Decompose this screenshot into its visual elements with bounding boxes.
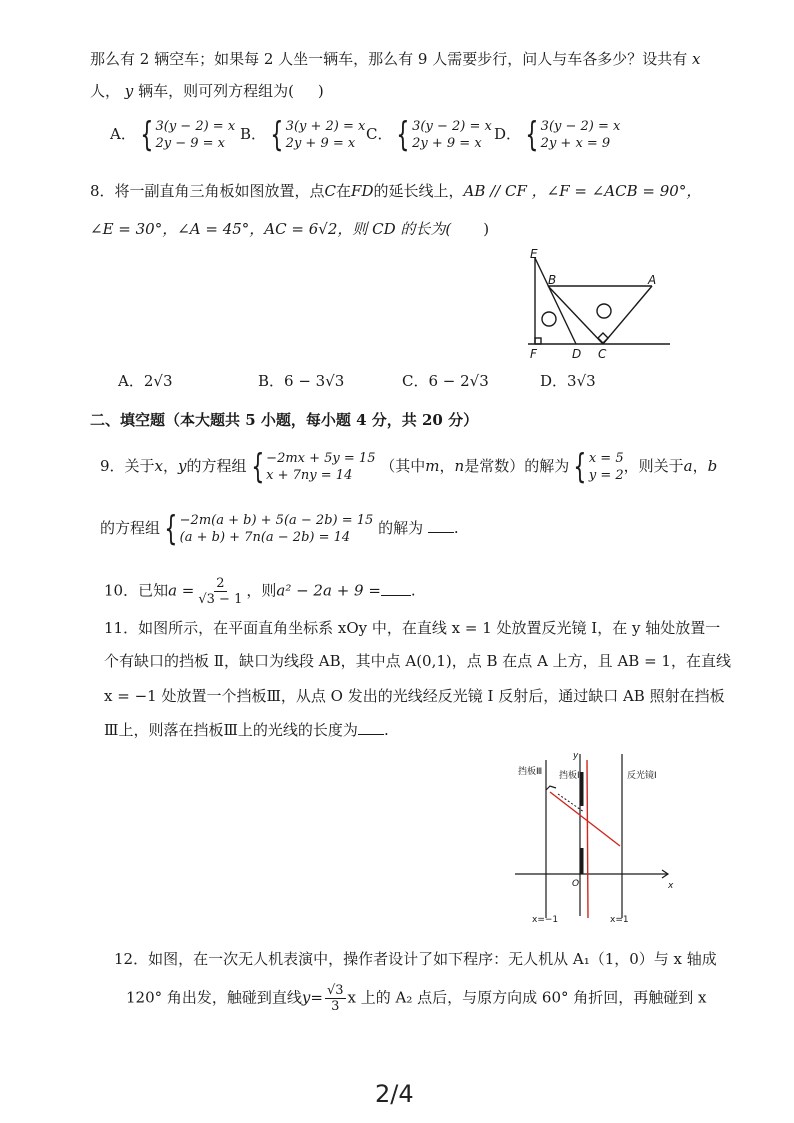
q7-line2: 人， y 辆车，则可列方程组为( ): [90, 82, 324, 100]
q11-label-x1: x=1: [610, 915, 629, 925]
q12-line2: 120° 角出发，触碰到直线y= $\frac{√3}{3}$ x 上的 A₂ 点后，与原方向成 60° 角折回，再触碰到 x: [126, 983, 707, 1014]
q11-line3: x = −1 处放置一个挡板Ⅲ，从点 O 发出的光线经反光镜 Ⅰ 反射后，通过缺口 AB 照射在挡板: [104, 687, 725, 705]
q11-line2: 个有缺口的挡板 Ⅱ，缺口为线段 AB，其中点 A(0,1)，点 B 在点 A 上方，且 AB = 1，在直线: [104, 652, 731, 670]
q12-line1: 12．如图，在一次无人机表演中，操作者设计了如下程序：无人机从 A₁（1，0）与 x 轴成: [114, 950, 717, 968]
page-number: 2/4: [375, 1080, 414, 1108]
q8-right-angle-c: [598, 333, 608, 343]
q8-label-a: A: [648, 273, 657, 287]
q8-right-angle-f: [535, 338, 541, 344]
q8-label-c: C: [598, 347, 607, 361]
q11-line1: 11．如图所示，在平面直角坐标系 xOy 中，在直线 x = 1 处放置反光镜 Ⅰ，在 y 轴处放置一: [104, 619, 721, 637]
q8-option-b: B．6 − 3√3: [258, 372, 345, 390]
q11-label-xm1: x=−1: [532, 915, 559, 925]
q11-line4: Ⅲ上，则落在挡板Ⅲ上的光线的长度为 .: [104, 721, 389, 739]
q8-line-bc: [548, 286, 603, 344]
section2-title: 二、填空题（本大题共 5 小题，每小题 4 分，共 20 分）: [90, 411, 479, 429]
q11-label-o: O: [572, 879, 580, 889]
q7-option-b: B． { 3(y + 2) = x 2y + 9 = x: [240, 115, 366, 155]
q11-red-ray: [550, 792, 620, 846]
q7-line1: 那么有 2 辆空车；如果每 2 人坐一辆车，那么有 9 人需要步行，问人与车各多少？设共有 x: [90, 50, 701, 68]
q8-line1: 8．将一副直角三角板如图放置，点C在FD的延长线上，AB // CF ，∠F = ∠ACB = 90°，: [90, 182, 702, 200]
q11-answer-blank[interactable]: [358, 720, 384, 735]
q8-label-e: E: [530, 247, 538, 261]
q7-option-c: C． { 3(y − 2) = x 2y + 9 = x: [366, 115, 492, 155]
q7-option-d: D． { 3(y − 2) = x 2y + x = 9: [494, 115, 621, 155]
q10-line: 10．已知a = $\frac{2}{√3 - 1}$ ，则a² − 2a + 9 = .: [104, 576, 416, 607]
q8-option-d: D．3√3: [540, 372, 596, 390]
q11-label-y: y: [573, 751, 579, 761]
q9-line2: 的方程组 { −2m(a + b) + 5(a − 2b) = 15 (a + b) + 7n(a − 2b) = 14 的解为 .: [100, 509, 459, 549]
q8-figure: [520, 246, 680, 361]
q8-label-b: B: [548, 273, 557, 287]
q8-hole-left: [542, 312, 556, 326]
q11-figure: [510, 746, 680, 926]
q8-label-d: D: [572, 347, 582, 361]
q11-board3-tick: [546, 786, 556, 790]
q11-label-board3: 挡板Ⅲ: [518, 767, 543, 777]
q9-line1: 9．关于x，y的方程组 { −2mx + 5y = 15 x + 7ny = 14 （其中m，n是常数）的解为 { x = 5 y = 2 ，则关于a，b: [100, 447, 718, 487]
q8-option-c: C．6 − 2√3: [402, 372, 489, 390]
q8-label-f: F: [530, 347, 537, 361]
q8-hole-right: [597, 304, 611, 318]
q8-line-ed: [535, 258, 576, 344]
q8-option-a: A．2√3: [118, 372, 173, 390]
q7-option-a: A． { 3(y − 2) = x 2y − 9 = x: [110, 115, 236, 155]
q11-red-line-vertical: [587, 760, 588, 918]
q11-label-board2: 挡板Ⅱ: [559, 771, 582, 781]
q9-answer-blank[interactable]: [428, 518, 454, 533]
q11-label-x: x: [668, 881, 674, 891]
q10-answer-blank[interactable]: [381, 581, 411, 596]
q11-label-mirror: 反光镜Ⅰ: [627, 771, 657, 781]
q8-line2: ∠E = 30°，∠A = 45°，AC = 6√2，则 CD 的长为( ): [90, 220, 490, 238]
